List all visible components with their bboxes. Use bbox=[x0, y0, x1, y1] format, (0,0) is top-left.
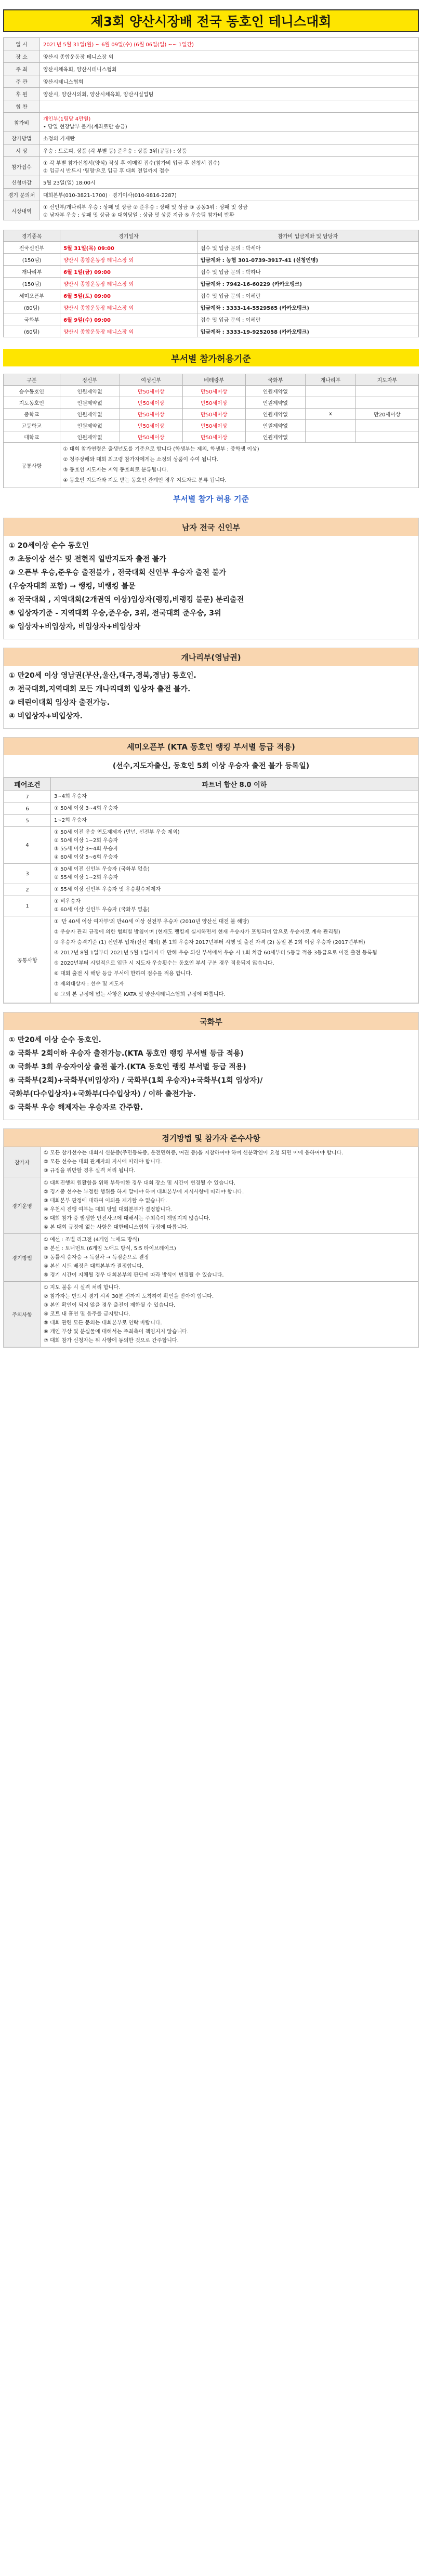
info-row bbox=[4, 144, 419, 157]
division-row bbox=[4, 420, 419, 431]
info-label: 참가접수 bbox=[4, 157, 40, 176]
division-cell: 만50세이상 bbox=[120, 431, 182, 443]
division-cell bbox=[305, 431, 355, 443]
panel-forsythia-title: 개나리부(영남권) bbox=[4, 648, 418, 666]
level-notes bbox=[51, 916, 418, 1003]
schedule-venue: 양산시 종합운동장 테니스장 외 bbox=[60, 278, 197, 290]
division-row bbox=[4, 409, 419, 420]
division-section-title: 부서별 참가허용기준 bbox=[3, 349, 419, 366]
schedule-row-sub bbox=[4, 254, 419, 266]
info-text: 2021년 5월 31일(월) ~ 6월 09일(수) (6월 06일(일) ~~ 1일간) bbox=[43, 42, 194, 48]
rules-label: 경기방법 bbox=[4, 1234, 41, 1282]
info-text: 우승 : 트로피, 상품 (각 부별 등) 준우승 : 상품 3위(공동) : 상품 bbox=[43, 149, 187, 154]
panel-rookie-body bbox=[4, 536, 418, 639]
info-label: 경기 문의처 bbox=[4, 189, 40, 201]
schedule-contact: 접수 및 입금 문의 : 박세아 bbox=[197, 242, 418, 254]
panel-chrysanthemum bbox=[3, 1012, 419, 1120]
page-title: 제3회 양산시장배 전국 동호인 테니스대회 bbox=[3, 9, 419, 32]
info-value bbox=[40, 38, 419, 50]
level-desc: ① 비우승자 ② 60세 이상 신인부 우승자 (국화부 없음) bbox=[51, 896, 418, 916]
panel1-item: ③ 오픈부 우승,준우승 출전불가 , 전국대회 신인부 우승자 출전 불가 bbox=[9, 569, 226, 577]
info-text: 5월 23일(일) 18:00시 bbox=[43, 180, 96, 186]
info-table bbox=[3, 37, 419, 220]
level-note-line: ⑦ 제외대상자 : 선수 및 지도자 bbox=[54, 981, 124, 987]
panel-rookie bbox=[3, 518, 419, 639]
panel-chrysanthemum-title: 국화부 bbox=[4, 1013, 418, 1030]
info-label: 일 시 bbox=[4, 38, 40, 50]
level-note-line: ① '만 40세 이상 여자부'의 만40세 이상 선전부 우승자 (2010년 양산선 대전 불 해당) bbox=[54, 919, 249, 925]
level-head-left: 페어조건 bbox=[4, 778, 51, 791]
info-text: ① 신인부/개나리부 우승 : 상패 및 상금 ② 준우승 : 상패 및 상금 ③ 공동3위 : 상패 및 상금 bbox=[43, 205, 248, 211]
division-notes-row bbox=[4, 443, 419, 488]
info-value bbox=[40, 75, 419, 88]
panel-rules bbox=[3, 1128, 419, 1348]
schedule-venue: 양산시 종합운동장 테니스장 외 bbox=[60, 301, 197, 313]
level-desc: 3~4회 우승자 bbox=[51, 791, 418, 803]
panel4-item: ③ 국화부 3회 우승자이상 출전 불가.(KTA 동호인 랭킹 부서별 등급 적용) bbox=[9, 1063, 246, 1071]
division-cell: 만50세이상 bbox=[182, 386, 245, 397]
division-cell bbox=[355, 386, 418, 397]
info-text: 양산시체육회, 양산시테니스협회 bbox=[43, 67, 117, 73]
info-label: 주 최 bbox=[4, 63, 40, 75]
division-table bbox=[3, 374, 419, 488]
division-note-line: ① 대회 참가연령은 출생년도를 기준으로 합니다 (학생부는 제외, 학생부 : 중학생 이상) bbox=[63, 446, 259, 452]
division-note-line: ④ 동호인 지도자와 지도 받는 동호인 관계인 경우 지도자로 분류 됩니다. bbox=[63, 478, 227, 483]
division-cell: 만50세이상 bbox=[120, 409, 182, 420]
info-label: 참가비 bbox=[4, 113, 40, 132]
division-header-cell: 지도자부 bbox=[355, 374, 418, 386]
level-desc: 1~2회 우승자 bbox=[51, 815, 418, 827]
panel-semiopen bbox=[3, 737, 419, 1004]
info-value bbox=[40, 189, 419, 201]
info-label: 신청마감 bbox=[4, 176, 40, 189]
division-header-cell: 국화부 bbox=[245, 374, 305, 386]
panel4-item: ① 만20세 이상 순수 동호인. bbox=[9, 1036, 101, 1044]
rules-row bbox=[4, 1177, 418, 1234]
info-value bbox=[40, 201, 419, 220]
semiopen-level-table bbox=[4, 777, 418, 1003]
division-cell: 만50세이상 bbox=[120, 397, 182, 409]
panel-forsythia-body bbox=[4, 666, 418, 728]
schedule-limit: (80팀) bbox=[4, 301, 60, 313]
schedule-header-cell: 참가비 입금계좌 및 담당자 bbox=[197, 230, 418, 242]
division-note-line: ② 청주장배와 대회 최고령 참가자에게는 소정의 상품이 수여 됩니다. bbox=[63, 457, 218, 463]
panel1-item: ⑥ 입상자+비입상자, 비입상자+비입상자 bbox=[9, 623, 141, 631]
info-row bbox=[4, 176, 419, 189]
panel1-item: ② 초등이상 선수 및 전현직 일반지도자 출전 불가 bbox=[9, 555, 166, 563]
level-note-line: ⑥ 대회 출전 시 해당 등급 부서에 한하여 점수를 적용 합니다. bbox=[54, 971, 193, 977]
panel2-item: ② 전국대회,지역대회 모든 개나리대회 입상자 출전 불가. bbox=[9, 685, 191, 693]
division-cell bbox=[355, 420, 418, 431]
division-cell: 만50세이상 bbox=[182, 431, 245, 443]
division-cell: 인원제약없 bbox=[245, 420, 305, 431]
schedule-division-name: 개나리부 bbox=[4, 266, 60, 278]
schedule-limit: (150팀) bbox=[4, 254, 60, 266]
panel2-item: ④ 비입상자+비입상자. bbox=[9, 712, 83, 720]
info-row bbox=[4, 100, 419, 113]
schedule-limit: (150팀) bbox=[4, 278, 60, 290]
info-row bbox=[4, 132, 419, 144]
level-grade: 3 bbox=[4, 864, 51, 884]
division-header bbox=[4, 374, 419, 386]
level-head-right: 파트너 합산 8.0 이하 bbox=[51, 778, 418, 791]
division-cell: 인원제약없 bbox=[60, 386, 120, 397]
schedule-account: 입금계좌 : 7942-16-60229 (카카오뱅크) bbox=[197, 278, 418, 290]
panel-semiopen-subtitle: (선수,지도자출신, 동호인 5회 이상 우승자 출전 불가 등록일) bbox=[112, 762, 310, 770]
schedule-division-name: 세미오픈부 bbox=[4, 290, 60, 301]
info-text: 개인부(1팀당 4만원) bbox=[43, 116, 91, 122]
schedule-date: 5월 31일(목) 09:00 bbox=[60, 242, 197, 254]
schedule-row-sub bbox=[4, 278, 419, 290]
panel-chrysanthemum-body bbox=[4, 1030, 418, 1120]
level-grade: 6 bbox=[4, 803, 51, 815]
schedule-division-name: 국화부 bbox=[4, 313, 60, 325]
info-text: 소정의 기재란 bbox=[43, 136, 75, 142]
division-cell: 인원제약없 bbox=[245, 431, 305, 443]
division-cell: 만50세이상 bbox=[182, 420, 245, 431]
panel4-item: ④ 국화부(2회)+국화부(비입상자) / 국화부(1회 우승자)+국화부(1회 입상자)/ bbox=[9, 1076, 263, 1085]
division-cell: 인원제약없 bbox=[245, 397, 305, 409]
division-cell: 만20세이상 bbox=[355, 409, 418, 420]
division-note: 부서별 참가 허용 기준 bbox=[173, 494, 249, 504]
panel4-item: 국화부(다수입상자)+국화부(다수입상자) / 이하 출전가능. bbox=[9, 1090, 196, 1098]
info-value bbox=[40, 113, 419, 132]
division-notes bbox=[60, 443, 418, 488]
panel-rookie-title: 남자 전국 신인부 bbox=[4, 518, 418, 536]
level-note-line: ④ 2017년 8월 1일부터 2021년 5월 1일까지 다 만해 우승 되신 부서에서 우승 시 1회 차감 60세부터 5등급 적용 3등급으로 이전 출전 등록됨 bbox=[54, 950, 377, 956]
schedule-limit: (60팀) bbox=[4, 325, 60, 337]
level-row bbox=[4, 815, 418, 827]
info-row bbox=[4, 50, 419, 63]
division-header-cell: 정신부 bbox=[60, 374, 120, 386]
level-notes-row bbox=[4, 916, 418, 1003]
level-desc: ① 50세 이전 신인부 우승자 (국화부 없음) ② 55세 이상 1~2회 우승자 bbox=[51, 864, 418, 884]
schedule-venue: 양산시 종합운동장 테니스장 외 bbox=[60, 325, 197, 337]
info-row bbox=[4, 38, 419, 50]
schedule-contact: 접수 및 입금 문의 : 이혜란 bbox=[197, 290, 418, 301]
level-row bbox=[4, 864, 418, 884]
division-notes-label: 공통사항 bbox=[4, 443, 60, 488]
rules-table bbox=[4, 1147, 418, 1347]
rules-row bbox=[4, 1147, 418, 1177]
info-extra: ② 입금시 반드시 '팀명'으로 입금 후 대회 전일까지 접수 bbox=[43, 168, 169, 174]
panel1-item: ④ 전국대회 , 지역대회(2개권역 이상)입상자(랭킹,비랭킹 불문) 분리출전 bbox=[9, 596, 244, 604]
division-cell bbox=[355, 431, 418, 443]
info-text: 양산시, 양산시의회, 양산시체육회, 양산시실업팀 bbox=[43, 92, 154, 98]
info-row bbox=[4, 157, 419, 176]
rules-text: ① 예선 : 조별 리그전 (4게임 노애드 방식) ② 본선 : 토너먼트 (6게임 노애드 방식, 5:5 타이브레이크) ③ 동률시 승자승 → 득실차 → 득점순으로 결정 ④ 본선 시드 배정은 대회본부가 결정합니다. ⑤ 경기 시간이 지체될 경우 대회본부의 판단에 따라 방식이 변경될 수 있습니다. bbox=[41, 1234, 418, 1282]
level-row bbox=[4, 896, 418, 916]
level-header bbox=[4, 778, 418, 791]
rules-label: 참가자 bbox=[4, 1147, 41, 1177]
schedule-account: 입금계좌 : 농협 301-0739-3917-41 (신청인명) bbox=[197, 254, 418, 266]
rules-row bbox=[4, 1282, 418, 1347]
division-cell: 중학교 bbox=[4, 409, 60, 420]
division-cell: 만50세이상 bbox=[182, 397, 245, 409]
schedule-date: 6월 1일(금) 09:00 bbox=[60, 266, 197, 278]
rules-text: ① 지도 불응 시 실격 처리 합니다. ② 참가자는 반드시 경기 시작 30분 전까지 도착하여 확인을 받아야 합니다. ③ 본인 확인이 되지 않을 경우 출전이 제한될 수 있습니다. ④ 코트 내 흡연 및 음주를 금지합니다. ⑤ 대회 관련 모든 문의는 대회본부로 연락 바랍니다. ⑥ 개인 부상 및 분실물에 대해서는 주최측이 책임지지 않습니다. ⑦ 대회 참가 신청자는 위 사항에 동의한 것으로 간주합니다. bbox=[41, 1282, 418, 1347]
level-row bbox=[4, 884, 418, 896]
division-row bbox=[4, 397, 419, 409]
level-row bbox=[4, 791, 418, 803]
level-grade: 5 bbox=[4, 815, 51, 827]
info-text: 대회본부(010-3821-1700) · 경기이사(010-9816-2287) bbox=[43, 193, 177, 199]
info-value bbox=[40, 100, 419, 113]
division-cell: 만50세이상 bbox=[120, 420, 182, 431]
level-row bbox=[4, 827, 418, 864]
panel1-item: ① 20세이상 순수 동호인 bbox=[9, 542, 89, 550]
info-text: 양산시테니스협회 bbox=[43, 80, 84, 85]
schedule-row bbox=[4, 313, 419, 325]
schedule-header-cell: 경기종목 bbox=[4, 230, 60, 242]
division-cell: 인원제약없 bbox=[245, 386, 305, 397]
info-value bbox=[40, 63, 419, 75]
info-label: 주 관 bbox=[4, 75, 40, 88]
rules-label: 경기운영 bbox=[4, 1177, 41, 1234]
schedule-row-sub bbox=[4, 301, 419, 313]
division-cell bbox=[305, 397, 355, 409]
division-note-line: ③ 동호인 지도자는 지역 동호회로 분류됩니다. bbox=[63, 467, 168, 473]
schedule-account: 입금계좌 : 3333-14-5529565 (카카오뱅크) bbox=[197, 301, 418, 313]
division-cell: 승수동호인 bbox=[4, 386, 60, 397]
division-cell: 인원제약없 bbox=[60, 397, 120, 409]
schedule-venue: 양산시 종합운동장 테니스장 외 bbox=[60, 254, 197, 266]
info-label: 시상내역 bbox=[4, 201, 40, 220]
level-desc: ① 50세 이상 3~4회 우승자 bbox=[51, 803, 418, 815]
division-cell: 만50세이상 bbox=[182, 409, 245, 420]
info-value bbox=[40, 157, 419, 176]
schedule-header bbox=[4, 230, 419, 242]
division-cell bbox=[355, 397, 418, 409]
division-cell bbox=[305, 386, 355, 397]
info-row bbox=[4, 88, 419, 100]
schedule-row bbox=[4, 242, 419, 254]
schedule-date: 6월 9일(수) 09:00 bbox=[60, 313, 197, 325]
level-notes-label: 공통사항 bbox=[4, 916, 51, 1003]
info-label: 시 상 bbox=[4, 144, 40, 157]
level-grade: 7 bbox=[4, 791, 51, 803]
division-cell: x bbox=[305, 409, 355, 420]
rules-text: ① 대회진행의 원활함을 위해 부득이한 경우 대회 장소 및 시간이 변경될 수 있습니다. ② 경기중 선수는 부정한 행위를 하지 말아야 하며 대회본부에 지시사항에 따라야 합니다. ③ 대회본부 판정에 대하여 이의를 제기할 수 없습니다. ④ 우천시 진행 여부는 대회 당일 대회본부가 결정합니다. ⑤ 대회 참가 중 발생한 안전사고에 대해서는 주최측이 책임지지 않습니다. ⑥ 본 대회 규정에 없는 사항은 대한테니스협회 규정에 따릅니다. bbox=[41, 1177, 418, 1234]
schedule-row-sub bbox=[4, 325, 419, 337]
info-row bbox=[4, 113, 419, 132]
panel1-item: ⑤ 입상자기준 - 지역대회 우승,준우승, 3위, 전국대회 준우승, 3위 bbox=[9, 609, 221, 617]
panel4-item: ② 국화부 2회이하 우승자 출전가능.(KTA 동호인 랭킹 부서별 등급 적용) bbox=[9, 1049, 244, 1058]
panel4-item: ⑤ 국화부 우승 해제자는 우승자로 간주함. bbox=[9, 1103, 143, 1112]
panel1-item: (우승자대회 포함) → 랭킹, 비랭킹 불문 bbox=[9, 582, 136, 590]
division-cell: 만50세이상 bbox=[120, 386, 182, 397]
division-cell: 대학교 bbox=[4, 431, 60, 443]
info-row bbox=[4, 75, 419, 88]
level-grade: 2 bbox=[4, 884, 51, 896]
info-value bbox=[40, 144, 419, 157]
info-label: 협 찬 bbox=[4, 100, 40, 113]
info-text: 양산시 종합운동장 테니스장 외 bbox=[43, 55, 114, 60]
division-header-cell: 여성신부 bbox=[120, 374, 182, 386]
level-desc: ① 50세 이전 우승 연도제제자 (만년, 선전부 우승 제외) ② 50세 이상 1~2회 우승자 ③ 55세 이상 3~4회 우승자 ④ 60세 이상 5~6회 우승자 bbox=[51, 827, 418, 864]
level-grade: 4 bbox=[4, 827, 51, 864]
panel2-item: ① 만20세 이상 영남권(부산,울산,대구,경북,경남) 동호인. bbox=[9, 672, 196, 680]
info-value bbox=[40, 50, 419, 63]
info-label: 장 소 bbox=[4, 50, 40, 63]
info-row bbox=[4, 189, 419, 201]
info-value bbox=[40, 88, 419, 100]
rules-row bbox=[4, 1234, 418, 1282]
schedule-row bbox=[4, 290, 419, 301]
rules-label: 주의사항 bbox=[4, 1282, 41, 1347]
schedule-contact: 접수 및 입금 문의 : 이혜란 bbox=[197, 313, 418, 325]
division-row bbox=[4, 431, 419, 443]
division-cell: 인원제약없 bbox=[60, 420, 120, 431]
info-value bbox=[40, 176, 419, 189]
division-header-cell: 베테랑부 bbox=[182, 374, 245, 386]
division-cell: 인원제약없 bbox=[60, 431, 120, 443]
division-header-cell: 개나리부 bbox=[305, 374, 355, 386]
level-row bbox=[4, 803, 418, 815]
info-value bbox=[40, 132, 419, 144]
panel-rules-title: 경기방법 및 참가자 준수사항 bbox=[4, 1129, 418, 1147]
schedule-division-name: 전국신인부 bbox=[4, 242, 60, 254]
schedule-contact: 접수 및 입금 문의 : 박하나 bbox=[197, 266, 418, 278]
info-label: 후 원 bbox=[4, 88, 40, 100]
division-cell: 고등학교 bbox=[4, 420, 60, 431]
schedule-account: 입금계좌 : 3333-19-9252058 (카카오뱅크) bbox=[197, 325, 418, 337]
info-extra: ② 남자부 우승 : 상패 및 상금 ④ 대회당일 : 상금 및 상품 지급 ⑤ 우승팀 참가비 반환 bbox=[43, 213, 234, 218]
schedule-table bbox=[3, 230, 419, 337]
panel-semiopen-title: 세미오픈부 (KTA 동호인 랭킹 부서별 등급 적용) bbox=[4, 738, 418, 755]
info-row bbox=[4, 63, 419, 75]
division-cell bbox=[305, 420, 355, 431]
division-cell: 인원제약없 bbox=[245, 409, 305, 420]
level-note-line: ② 우승자 관리 규정에 의한 협회별 방침이며 (현재도 랭킹제 실시하면서 현재 우승자가 포함되며 앞으로 우승자로 계속 관리됨) bbox=[54, 929, 340, 935]
info-row bbox=[4, 201, 419, 220]
info-text: ① 각 부별 참가신청서(양식) 작성 후 이메일 접수(참가비 입금 후 신청서 접수) bbox=[43, 161, 220, 166]
level-grade: 1 bbox=[4, 896, 51, 916]
level-note-line: ⑤ 2020년부터 시범적으로 입단 시 지도자 우승횟수는 동호인 부서 구분 경우 적용되지 않습니다. bbox=[54, 961, 274, 966]
division-cell: 지도동호인 bbox=[4, 397, 60, 409]
schedule-row bbox=[4, 266, 419, 278]
panel2-item: ③ 테린이대회 입상자 출전가능. bbox=[9, 699, 110, 707]
schedule-date: 6월 5일(토) 09:00 bbox=[60, 290, 197, 301]
division-cell: 인원제약없 bbox=[60, 409, 120, 420]
level-desc: ① 55세 이상 신인부 우승자 및 우승횟수제제자 bbox=[51, 884, 418, 896]
division-row bbox=[4, 386, 419, 397]
level-note-line: ⑧ 그외 본 규정에 없는 사항은 KATA 및 양산시테니스협회 규정에 따릅니다. bbox=[54, 992, 226, 997]
panel-forsythia bbox=[3, 648, 419, 729]
level-note-line: ③ 우승자 승격기준 (1) 신인부 입재(선신 제외) 본 1회 우승자 2017년부터 시행 및 출전 자격 (2) 동일 본 2회 이상 우승자 (2017년부터) bbox=[54, 940, 365, 945]
division-header-cell: 구분 bbox=[4, 374, 60, 386]
info-label: 참가방법 bbox=[4, 132, 40, 144]
schedule-header-cell: 경기일자 bbox=[60, 230, 197, 242]
info-extra: • 당일 현장납부 불가(계좌로만 송금) bbox=[43, 124, 127, 130]
rules-text: ① 모든 참가선수는 대회시 신분증(주민등록증, 운전면허증, 여권 등)을 지참하여야 하며 신분확인이 요청 되면 이에 응하여야 합니다. ② 모든 선수는 대회 관계자의 지시에 따라야 합니다. ③ 규정을 위반할 경우 실격 처리 됩니다. bbox=[41, 1147, 418, 1177]
